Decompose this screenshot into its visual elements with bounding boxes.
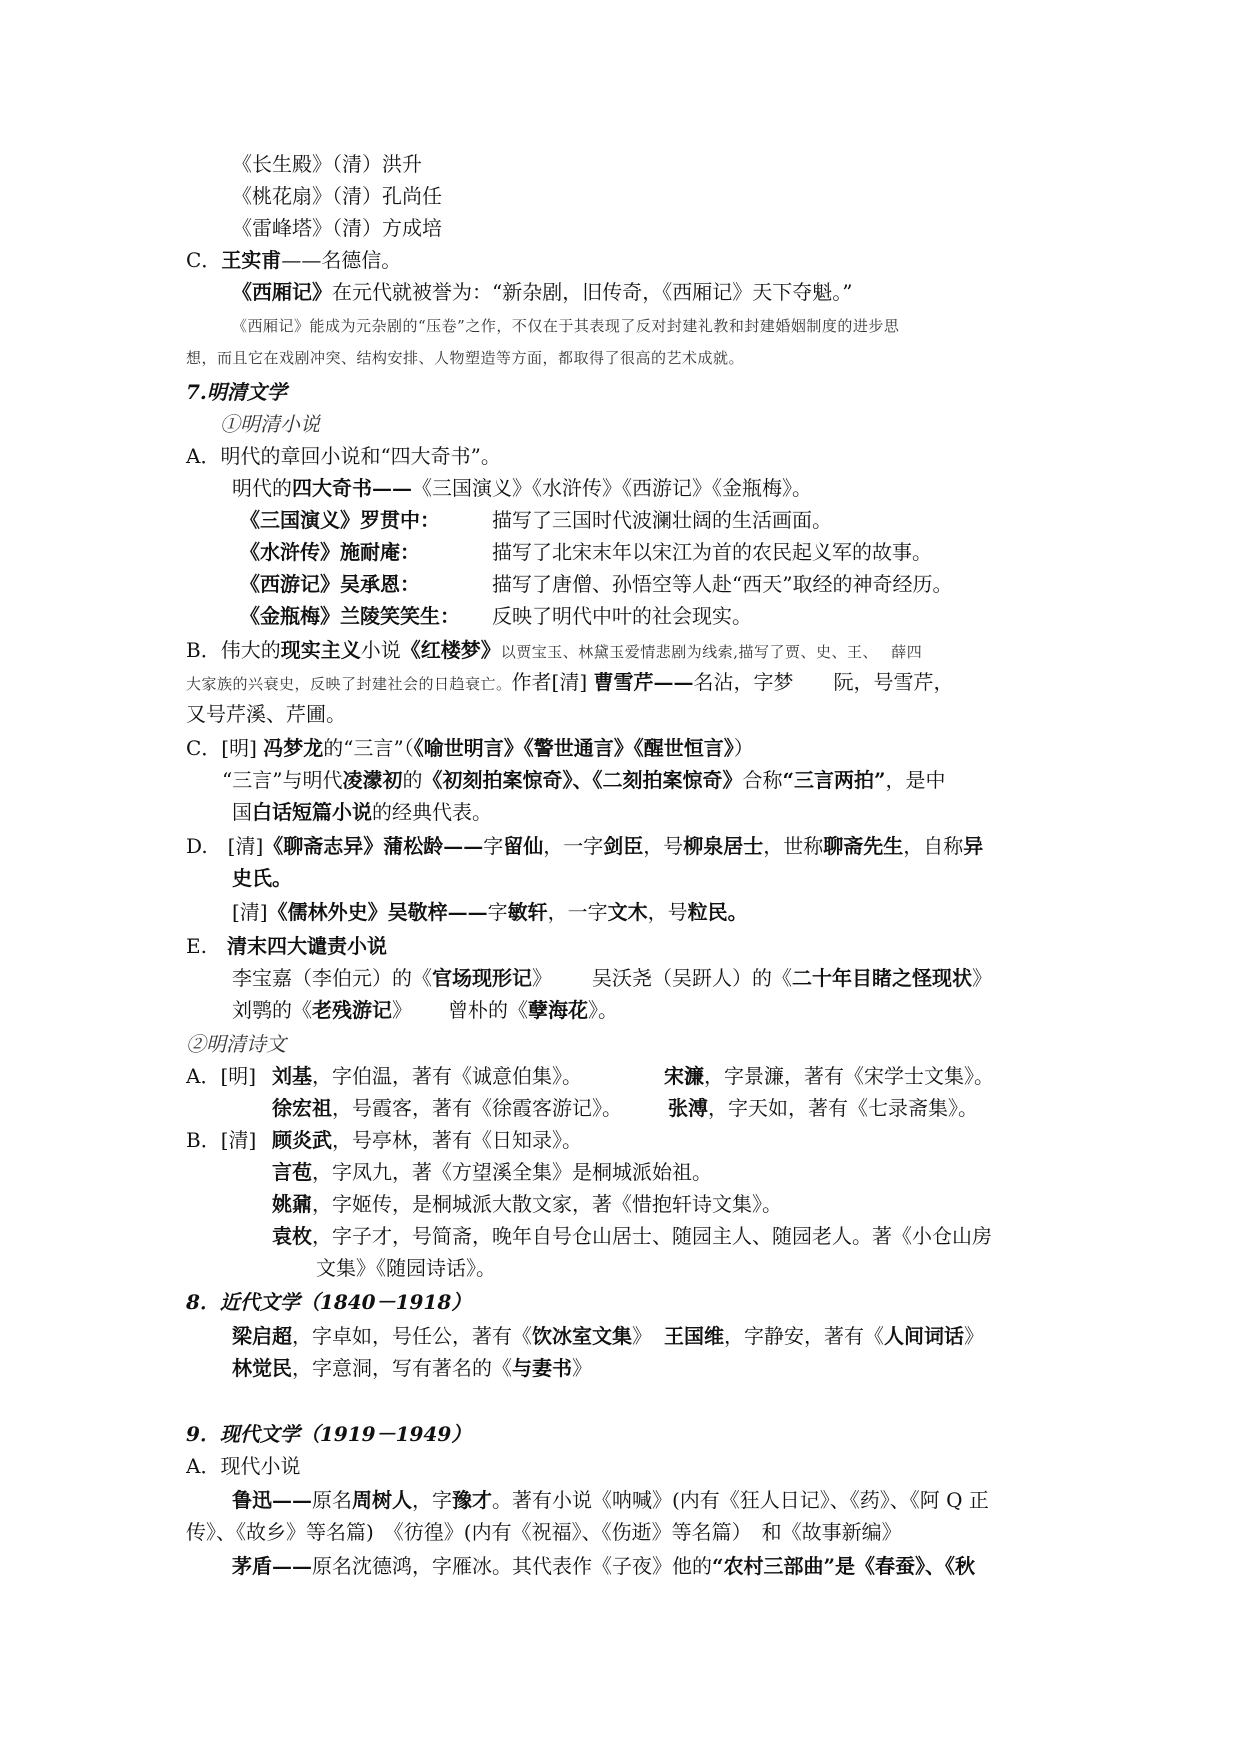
text: ，字景濂，著有《宋学士文集》。	[704, 1064, 994, 1088]
b-line	[186, 668, 953, 698]
text: 》	[964, 1324, 984, 1348]
maodun-line	[232, 1552, 975, 1580]
work-title: 孽海花	[528, 998, 588, 1022]
text: ，字姬传，是桐城派大散文家，著《惜抱轩诗文集》。	[312, 1192, 782, 1216]
author-name: 梁启超	[232, 1324, 292, 1348]
section-heading: 8．近代文学（1840－1918）	[186, 1290, 472, 1314]
text: 。著有小说《呐喊》(内有《狂人日记》、《药》、《阿 Q 正	[492, 1488, 989, 1512]
novel-desc: 描写了北宋末年以宋江为首的农民起义军的故事。	[492, 540, 932, 564]
text: ，一字	[547, 900, 608, 924]
text: 字	[483, 834, 504, 858]
work-title: 人间词话	[884, 1324, 964, 1348]
text: 原名沈德鸿，字雁冰。其代表作《子夜》他的	[312, 1554, 712, 1578]
novel-work: 《水浒传》施耐庵：	[240, 540, 420, 564]
bold-term: “农村三部曲”是《春蚕》、《秋	[712, 1554, 976, 1578]
text: E.	[186, 934, 227, 958]
author-name: 茅盾——	[232, 1554, 312, 1578]
bold-term: 聊斋先生	[823, 834, 904, 858]
prose-row	[272, 1190, 782, 1218]
bold-term: 异	[963, 834, 984, 858]
drama-line: 《雷峰塔》（清）方成培	[232, 216, 442, 240]
e-works-line	[232, 996, 618, 1024]
bold-term: 四大奇书——	[292, 476, 412, 500]
item-prefix: C．	[186, 248, 222, 272]
text: ，号	[647, 900, 688, 924]
text: 刘鹗的《	[232, 998, 312, 1022]
text: ，号	[643, 834, 684, 858]
subsection-heading: ②明清诗文	[186, 1032, 286, 1056]
novel-work: 《西游记》吴承恩：	[240, 572, 420, 596]
text: ，是中	[885, 768, 946, 792]
text: 合称	[742, 768, 783, 792]
text: 的“三言”（	[323, 736, 414, 760]
work-title: 饮冰室文集	[532, 1324, 632, 1348]
drama-line: 《桃花扇》（清）孔尚任	[232, 184, 442, 208]
text: 国	[232, 800, 252, 824]
author-name: 言苞	[272, 1160, 312, 1184]
small-text: 大家族的兴衰史，反映了封建社会的日趋衰亡。	[186, 675, 512, 693]
author-name: 徐宏祖	[272, 1096, 332, 1120]
author-name: 袁枚	[272, 1224, 312, 1248]
author-detail: ——名德信。	[281, 248, 402, 272]
text: 吴沃尧（吴趼人）的《	[592, 966, 792, 990]
author-name: 宋濂	[664, 1064, 704, 1088]
text: ，字卓如，号任公，著有《	[292, 1324, 532, 1348]
text: ，字	[412, 1488, 452, 1512]
section-heading: 9．现代文学（1919－1949）	[186, 1422, 472, 1446]
author-name: 林觉民	[232, 1356, 292, 1380]
author-name: 冯梦龙	[263, 736, 324, 760]
text: ）	[733, 736, 754, 760]
text: “三言”与明代	[222, 768, 343, 792]
xixiangji-line	[232, 278, 852, 306]
luxun-line: 传》、《故乡》等名篇) 《彷徨》(内有《祝福》、《伤逝》等名篇） 和《故事新编》	[186, 1520, 902, 1544]
small-text: 以贾宝玉、林黛玉爱情悲剧为线索,描写了贾、史、王、 薛四	[500, 643, 923, 661]
text: 《三国演义》《水浒传》《西游记》《金瓶梅》。	[412, 476, 812, 500]
text: ，世称	[763, 834, 824, 858]
c-line	[186, 734, 754, 762]
work-title: 《初刻拍案惊奇》、《二刻拍案惊奇》	[422, 768, 743, 792]
text: 的	[402, 768, 423, 792]
prose-row	[186, 1062, 994, 1090]
a-line: A．现代小说	[186, 1454, 301, 1478]
section-heading: 7.明清文学	[186, 380, 287, 404]
text: 原名	[312, 1488, 352, 1512]
note-line: 《西厢记》能成为元杂剧的“压卷”之作，不仅在于其表现了反对封建礼教和封建婚姻制度的进步思	[232, 317, 900, 335]
author-name: 曹雪芹——	[593, 670, 694, 694]
drama-line: 《长生殿》（清）洪升	[232, 152, 422, 176]
text: ，一字	[543, 834, 604, 858]
prose-row	[272, 1222, 992, 1250]
text: 》	[392, 998, 412, 1022]
text: ，字凤九，著《方望溪全集》是桐城派始祖。	[312, 1160, 712, 1184]
text: 字	[487, 900, 508, 924]
prose-row	[272, 1158, 712, 1186]
text: B．伟大的	[186, 638, 281, 662]
prose-row	[186, 1126, 582, 1154]
novel-work: 《金瓶梅》兰陵笑笑生：	[240, 604, 460, 628]
prose-row: 文集》《随园诗话》。	[316, 1256, 496, 1280]
text: 》	[632, 1324, 652, 1348]
work-title: 《喻世明言》《警世通言》《醒世恒言》	[413, 736, 734, 760]
work-title: 官场现形记	[432, 966, 532, 990]
author-name: 凌濛初	[342, 768, 403, 792]
modern-row	[232, 1354, 592, 1382]
c-line	[222, 766, 945, 794]
text: 》	[572, 1356, 592, 1380]
text: ，字子才，号简斋，晚年自号仓山居士、随园主人、随园老人。著《小仓山房	[312, 1224, 992, 1248]
bold-term: 清末四大谴责小说	[226, 934, 387, 958]
text: ，字天如，著有《七录斋集》。	[708, 1096, 978, 1120]
text: 小说	[360, 638, 401, 662]
work-title: 《儒林外史》吴敬梓——	[267, 900, 488, 924]
e-works-line	[232, 964, 992, 992]
text: 曾朴的《	[448, 998, 528, 1022]
text: 作者[清]	[511, 670, 594, 694]
d-line	[186, 832, 983, 860]
text: 的经典代表。	[372, 800, 492, 824]
text: ，自称	[903, 834, 964, 858]
text: A．[明]	[186, 1064, 257, 1088]
author-name: 顾炎武	[272, 1128, 332, 1152]
text: D. [清]	[186, 834, 264, 858]
novel-desc: 反映了明代中叶的社会现实。	[492, 604, 752, 628]
author-name: 刘基	[272, 1064, 312, 1088]
bold-term: 文木	[607, 900, 648, 924]
d2-line	[232, 898, 748, 926]
text: ，号霞客，著有《徐霞客游记》。	[332, 1096, 622, 1120]
text: 李宝嘉（李伯元）的《	[232, 966, 432, 990]
novel-work: 《三国演义》罗贯中：	[240, 508, 440, 532]
text: 明代的	[232, 476, 292, 500]
author-name: 姚鼐	[272, 1192, 312, 1216]
text: B．[清]	[186, 1128, 257, 1152]
a-line: A．明代的章回小说和“四大奇书”。	[186, 444, 501, 468]
bold-term: 现实主义	[280, 638, 361, 662]
author-name: 鲁迅——	[232, 1488, 312, 1512]
work-title: 《红楼梦》	[400, 638, 501, 662]
luxun-line	[232, 1486, 989, 1514]
b-line: 又号芹溪、芹圃。	[186, 702, 346, 726]
bold-term: 留仙	[503, 834, 544, 858]
novel-desc: 描写了三国时代波澜壮阔的生活画面。	[492, 508, 832, 532]
d-line: 史氏。	[232, 866, 292, 890]
bold-term: 柳泉居士	[683, 834, 764, 858]
novel-desc: 描写了唐僧、孙悟空等人赴“西天”取经的神奇经历。	[492, 572, 953, 596]
text: ，字伯温，著有《诚意伯集》。	[312, 1064, 582, 1088]
bold-term: 剑臣	[603, 834, 644, 858]
subsection-heading: ①明清小说	[220, 412, 320, 436]
bold-term: “三言两拍”	[782, 768, 886, 792]
bold-term: 粒民。	[687, 900, 748, 924]
modern-row	[232, 1322, 984, 1350]
e-line	[186, 932, 387, 960]
text: 》。	[588, 998, 618, 1022]
bold-term: 敏轩	[507, 900, 548, 924]
bold-term: 豫才	[452, 1488, 492, 1512]
work-title: 与妻书	[512, 1356, 572, 1380]
bold-term: 白话短篇小说	[252, 800, 372, 824]
bold-term: 周树人	[352, 1488, 412, 1512]
work-title: 老残游记	[312, 998, 392, 1022]
work-title: 《聊斋志异》蒲松龄——	[263, 834, 484, 858]
c-line	[232, 798, 492, 826]
work-title: 二十年目睹之怪现状	[792, 966, 972, 990]
text: ，字静安，著有《	[724, 1324, 884, 1348]
text: 》	[972, 966, 992, 990]
text: ，号亭林，著有《日知录》。	[332, 1128, 582, 1152]
author-name: 王国维	[664, 1324, 724, 1348]
author-name: 王实甫	[221, 248, 282, 272]
wang-line	[186, 246, 401, 274]
text: C．[明]	[186, 736, 264, 760]
text: 》	[532, 966, 552, 990]
work-title: 《西厢记》	[232, 280, 332, 304]
praise-text: 在元代就被誉为：“新杂剧，旧传奇，《西厢记》天下夺魁。”	[332, 280, 853, 304]
text: ，字意洞，写有著名的《	[292, 1356, 512, 1380]
b-line	[186, 636, 922, 666]
text: 名沾，字梦 阮，号雪芹，	[693, 670, 954, 694]
text: [清]	[232, 900, 268, 924]
note-line: 想，而且它在戏剧冲突、结构安排、人物塑造等方面，都取得了很高的艺术成就。	[186, 349, 745, 367]
four-books-line	[232, 474, 812, 502]
author-name: 张溥	[668, 1096, 708, 1120]
